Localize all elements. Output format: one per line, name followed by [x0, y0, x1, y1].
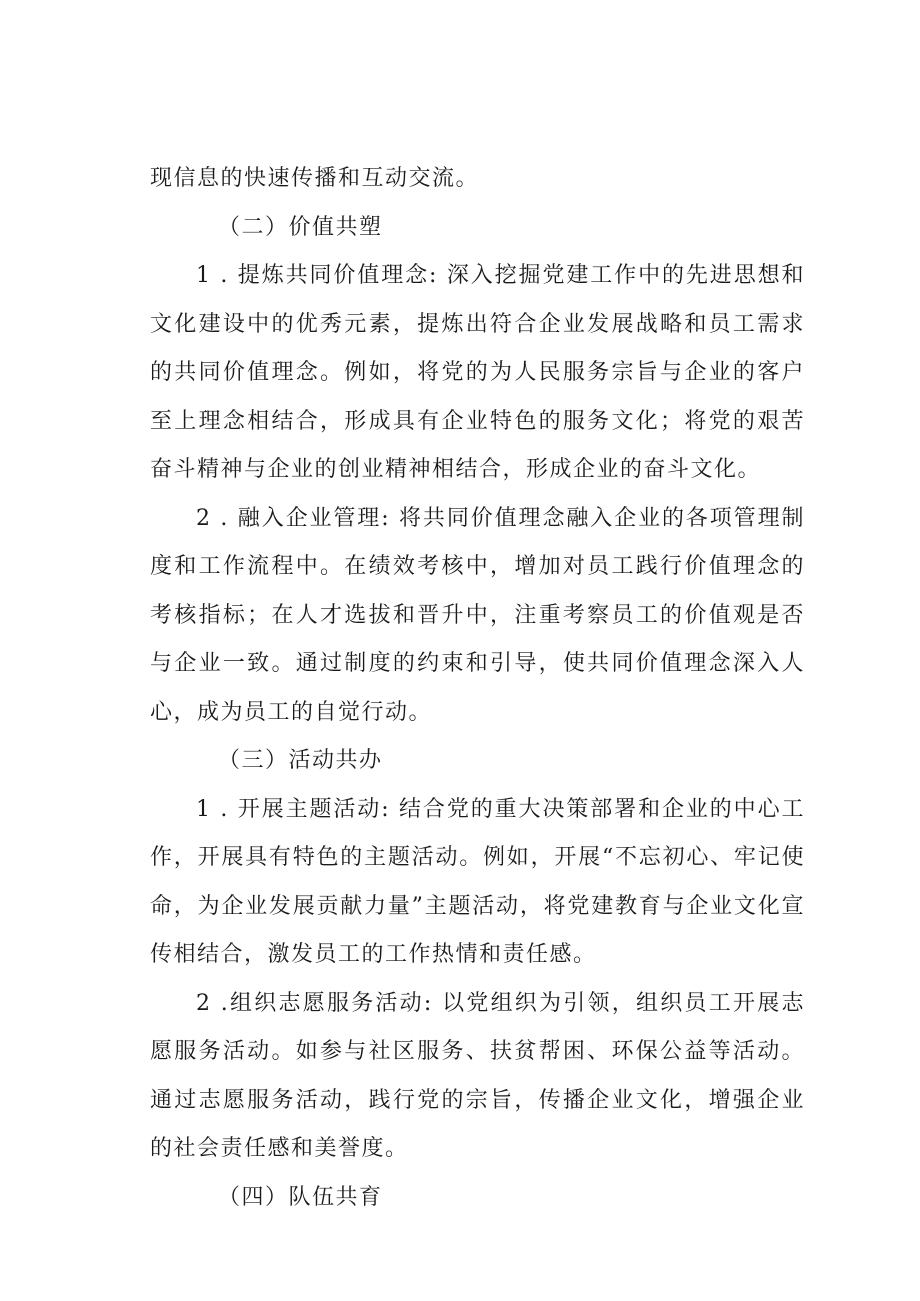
paragraph-integrate-management	[150, 495, 805, 738]
paragraph-volunteer-activities	[150, 980, 805, 1174]
paragraph-lead: 1 . 开展主题活动:	[196, 796, 391, 822]
paragraph-lead: 2 .组织志愿服务活动:	[196, 990, 433, 1016]
section-heading-team: （四）队伍共育	[218, 1184, 383, 1210]
paragraph-refine-values	[150, 252, 805, 495]
paragraph-theme-activities	[150, 786, 805, 980]
paragraph-text: 结合党的重大决策部署和企业的中心工作，开展具有特色的主题活动。例如，开展“不忘初心、牢记使命，为企业发展贡献力量”主题活动，将党建教育与企业文化宣传相结合，激发员工的工作热情和责任感。	[150, 796, 805, 967]
section-heading-activities: （三）活动共办	[218, 748, 383, 773]
paragraph-lead: 2 . 融入企业管理:	[196, 505, 391, 531]
paragraph-text: 将共同价值理念融入企业的各项管理制度和工作流程中。在绩效考核中，增加对员工践行价值理念的考核指标；在人才选拔和晋升中，注重考察员工的价值观是否与企业一致。通过制度的约束和引导，使共同价值理念深入人心，成为员工的自觉行动。	[150, 505, 805, 725]
continuation-paragraph: 现信息的快速传播和互动交流。	[150, 166, 480, 191]
paragraph-text: 深入挖掘党建工作中的先进思想和文化建设中的优秀元素，提炼出符合企业发展战略和员工需求的共同价值理念。例如，将党的为人民服务宗旨与企业的客户至上理念相结合，形成具有企业特色的服务文化；将党的艰苦奋斗精神与企业的创业精神相结合，形成企业的奋斗文化。	[150, 263, 805, 482]
section-heading-value: （二）价值共塑	[218, 214, 383, 240]
paragraph-lead: 1 . 提炼共同价值理念:	[196, 263, 438, 288]
document-body	[150, 155, 805, 1222]
paragraph-text: 以党组织为引领，组织员工开展志愿服务活动。如参与社区服务、扶贫帮困、环保公益等活动。通过志愿服务活动，践行党的宗旨，传播企业文化，增强企业的社会责任感和美誉度。	[150, 990, 805, 1161]
